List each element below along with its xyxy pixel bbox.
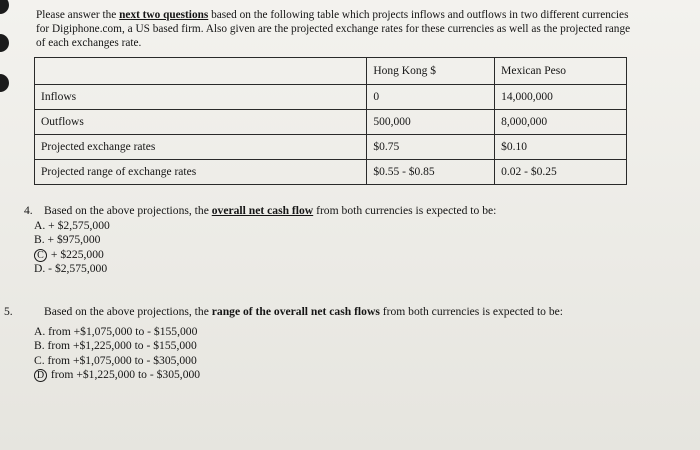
row-label: Inflows — [35, 85, 367, 110]
option-letter: A. — [34, 218, 46, 232]
projection-table — [34, 57, 627, 185]
question-4-options — [34, 219, 644, 277]
question-5-stem — [4, 305, 644, 320]
option-d[interactable] — [34, 368, 644, 383]
option-text: + $975,000 — [44, 233, 101, 246]
stem-text: Based on the above projections, the — [44, 305, 212, 318]
cell-mx: 14,000,000 — [495, 85, 627, 110]
row-label: Projected range of exchange rates — [35, 160, 367, 185]
circled-answer-mark: D — [34, 369, 47, 382]
table-row — [35, 135, 627, 160]
instructions-text: Please answer the — [36, 9, 120, 21]
instructions-text-rest: based on the following table which projects inflows and outflows in two different currencies for Digiphone.com, a US based firm. Also given are the projected exchange rates for these currencies as well as the projected range of each exchanges rate. — [36, 9, 631, 49]
header-blank — [35, 58, 367, 85]
instructions — [36, 8, 636, 50]
question-5-options — [34, 325, 644, 383]
option-a[interactable] — [34, 219, 644, 234]
option-b[interactable] — [34, 339, 644, 354]
question-4 — [24, 204, 644, 277]
stem-text-rest: from both currencies is expected to be: — [379, 305, 564, 318]
option-text: from +$1,075,000 to - $155,000 — [45, 324, 198, 338]
stem-emphasis: overall net cash flow — [211, 204, 314, 217]
cell-hk: $0.75 — [367, 135, 495, 160]
option-text: from +$1,075,000 to - $305,000 — [44, 353, 197, 367]
option-text: + $225,000 — [48, 247, 104, 261]
table-row — [35, 110, 627, 135]
row-label: Outflows — [35, 110, 367, 135]
question-4-stem — [24, 204, 644, 219]
table-row — [35, 85, 627, 110]
option-text: from +$1,225,000 to - $305,000 — [48, 368, 201, 381]
question-5 — [4, 305, 644, 383]
option-letter: D. — [34, 262, 46, 275]
question-number: 5. — [4, 305, 13, 318]
option-letter: B. — [34, 339, 45, 352]
header-hong-kong: Hong Kong $ — [367, 58, 495, 85]
cell-hk: $0.55 - $0.85 — [367, 160, 495, 185]
stem-text: Based on the above projections, the — [44, 204, 212, 217]
option-text: from +$1,225,000 to - $155,000 — [44, 339, 197, 352]
cell-mx: 8,000,000 — [495, 110, 627, 135]
option-text: - $2,575,000 — [45, 262, 108, 275]
cell-hk: 0 — [367, 85, 495, 110]
instructions-emphasis: next two questions — [119, 9, 209, 21]
row-label: Projected exchange rates — [35, 135, 367, 160]
table-row — [35, 160, 627, 185]
cell-mx: $0.10 — [495, 135, 627, 160]
stem-text-rest: from both currencies is expected to be: — [313, 204, 497, 217]
option-letter: A. — [34, 324, 46, 338]
table-header-row — [35, 58, 627, 85]
cell-mx: 0.02 - $0.25 — [495, 160, 627, 185]
stem-emphasis: range of the overall net cash flows — [211, 305, 380, 318]
option-c[interactable] — [34, 354, 644, 369]
option-c[interactable] — [34, 248, 644, 263]
option-b[interactable] — [34, 233, 644, 248]
option-text: + $2,575,000 — [45, 218, 110, 232]
circled-answer-mark: C — [34, 249, 47, 262]
question-number: 4. — [24, 204, 33, 217]
option-letter: C. — [34, 353, 45, 367]
header-mexican-peso: Mexican Peso — [495, 58, 627, 85]
option-letter: B. — [34, 233, 45, 246]
option-d[interactable] — [34, 262, 644, 277]
cell-hk: 500,000 — [367, 110, 495, 135]
option-a[interactable] — [34, 325, 644, 340]
